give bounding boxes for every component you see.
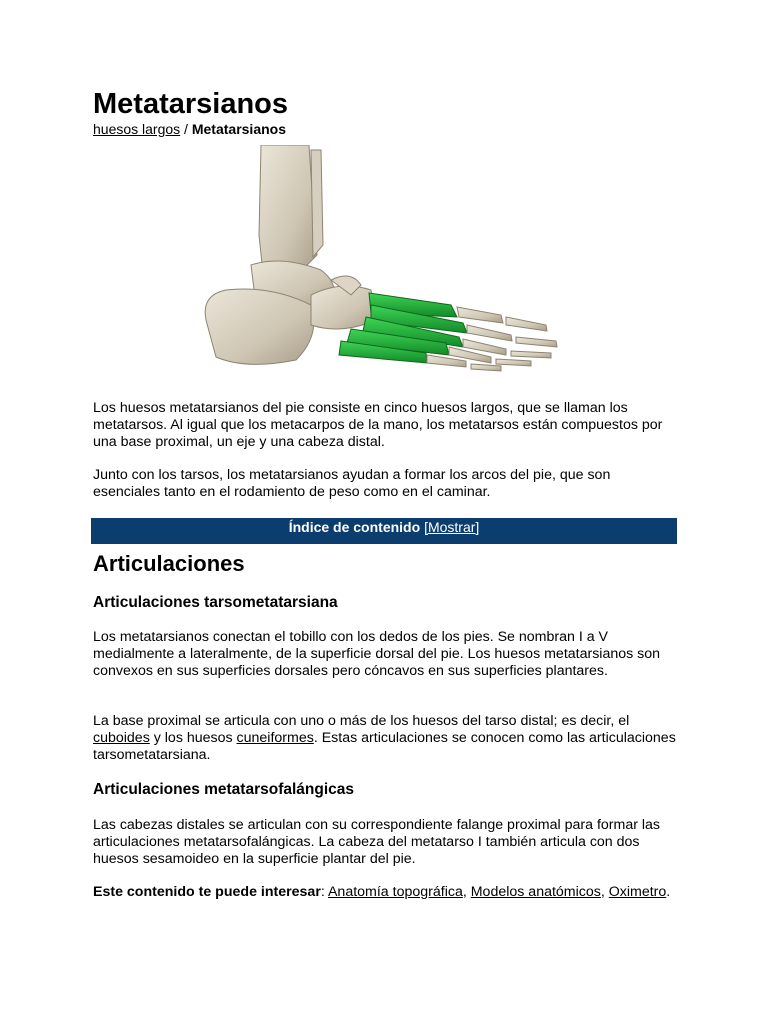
related-content [93, 884, 677, 901]
foot-bones-illustration [201, 145, 581, 375]
related-separator: , [600, 884, 609, 900]
paragraph-text: y los huesos [149, 730, 237, 746]
subsection-heading-tarsometatarsal: Articulaciones tarsometatarsiana [93, 594, 338, 611]
related-link-modelos-anatomicos[interactable]: Modelos anatómicos [470, 884, 601, 900]
tarsometatarsal-paragraph-1: Los metatarsianos conectan el tobillo con los dedos de los pies. Se nombran I a V medialmente a lateralmente, de la superficie dorsal del pie. Los huesos metatarsianos son convexos en sus superficies dorsales pero cóncavos en sus superficies plantares. [93, 629, 661, 679]
related-end: . [666, 884, 671, 900]
paragraph-text: . Estas articulaciones se conocen como las articulaciones tarsometatarsiana. [93, 730, 676, 763]
page-title: Metatarsianos [93, 88, 289, 120]
metatarsophalangeal-paragraph: Las cabezas distales se articulan con su correspondiente falange proximal para formar las articulaciones metatarsofalángicas. La cabeza del metatarso I también articula con dos huesos sesamoideo en la superficie plantar del pie. [93, 817, 661, 867]
related-colon: : [320, 884, 328, 900]
breadcrumb-separator: / [180, 121, 192, 137]
cuneiformes-link[interactable]: cuneiformes [236, 730, 314, 746]
cuboides-link[interactable]: cuboides [93, 730, 150, 746]
toc-toggle-link[interactable]: [Mostrar] [424, 519, 480, 535]
related-link-anatomia-topografica[interactable]: Anatomía topográfica [327, 884, 463, 900]
related-label: Este contenido te puede interesar [93, 884, 321, 900]
breadcrumb-parent-link[interactable]: huesos largos [93, 121, 181, 137]
subsection-heading-metatarsophalangeal: Articulaciones metatarsofalángicas [93, 781, 355, 798]
toc-label: Índice de contenido [288, 519, 421, 535]
paragraph-text: La base proximal se articula con uno o más de los huesos del tarso distal; es decir, el [93, 713, 630, 729]
tarsometatarsal-paragraph-2 [93, 713, 677, 764]
related-separator: , [462, 884, 471, 900]
related-link-oximetro[interactable]: Oximetro [608, 884, 667, 900]
table-of-contents-bar [91, 518, 677, 544]
section-heading: Articulaciones [93, 551, 245, 576]
breadcrumb [93, 121, 286, 138]
intro-paragraph-2: Junto con los tarsos, los metatarsianos ayudan a formar los arcos del pie, que son esenciales tanto en el rodamiento de peso como en el caminar. [93, 467, 611, 500]
breadcrumb-current: Metatarsianos [191, 121, 286, 137]
intro-paragraph-1: Los huesos metatarsianos del pie consiste en cinco huesos largos, que se llaman los metatarsos. Al igual que los metacarpos de la mano, los metatarsos están compuestos por una base proximal, un eje y una cabeza distal. [93, 400, 663, 450]
